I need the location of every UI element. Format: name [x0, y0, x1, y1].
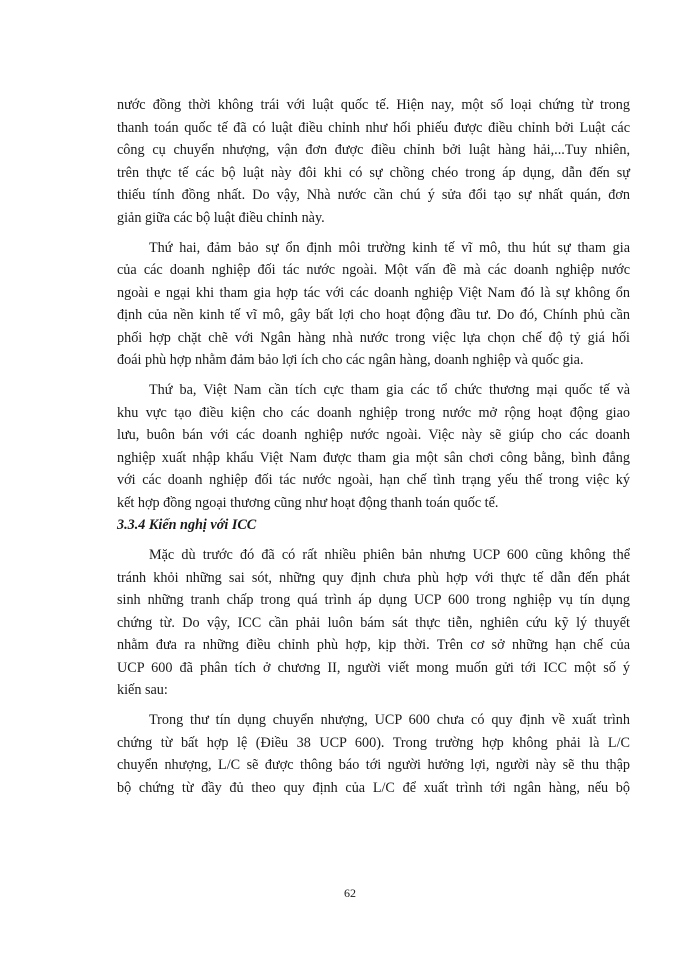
text-line: chuyển nhượng, L/C sẽ được thông báo tới người hưởng lợi, người này sẽ thu thập [117, 757, 630, 773]
paragraph-third-point [117, 379, 630, 514]
text-line: tránh khỏi những sai sót, những quy định chưa phù hợp với thực tế dẫn đến phát [117, 569, 630, 586]
text-line: của các doanh nghiệp đối tác nước ngoài. Một vấn đề mà các doanh nghiệp nước [117, 262, 630, 278]
text-line: lưu, buôn bán với các doanh nghiệp nước ngoài. Việc này sẽ giúp cho các doanh [117, 427, 630, 443]
paragraph-icc-intro [117, 544, 630, 702]
text-line: trên thực tế các bộ luật này đôi khi có sự chồng chéo trong áp dụng, dẫn đến sự [117, 164, 630, 181]
text-line: Mặc dù trước đó đã có rất nhiều phiên bản nhưng UCP 600 cũng không thể [149, 547, 630, 563]
text-line: định của nền kinh tế vĩ mô, gây bất lợi cho hoạt động đầu tư. Do đó, Chính phủ cần [117, 307, 630, 323]
text-line: đoái phù hợp nhằm đảm bảo lợi ích cho các ngân hàng, doanh nghiệp và quốc gia. [117, 352, 584, 368]
text-line: nghiệp xuất nhập khẩu Việt Nam được tham gia một sân chơi công bằng, bình đẳng [117, 449, 630, 466]
text-line: phối hợp chặt chẽ với Ngân hàng nhà nước trong việc lựa chọn chế độ tỷ giá hối [117, 329, 630, 346]
text-line: kiến sau: [117, 682, 168, 698]
text-line: chứng từ. Do vậy, ICC cần phải luôn bám sát thực tiễn, nghiên cứu kỹ lý thuyết [117, 614, 630, 631]
text-line: Thứ ba, Việt Nam cần tích cực tham gia các tổ chức thương mại quốc tế và [149, 382, 630, 398]
text-line: khu vực tạo điều kiện cho các doanh nghiệp trong nước mở rộng hoạt động giao [117, 404, 630, 421]
text-line: nhằm đưa ra những điều chỉnh phù hợp, kịp thời. Trên cơ sở những hạn chế của [117, 637, 630, 653]
text-line: nước đồng thời không trái với luật quốc tế. Hiện nay, một số loại chứng từ trong [117, 97, 630, 113]
text-line: chứng từ bất hợp lệ (Điều 38 UCP 600). Trong trường hợp không phải là L/C [117, 734, 630, 751]
text-line: thiếu tính đồng nhất. Do vậy, Nhà nước cần chú ý sửa đổi tạo sự nhất quán, đơn [117, 187, 630, 203]
page-body [117, 94, 630, 799]
paragraph-second-point [117, 237, 630, 372]
text-line: thanh toán quốc tế đã có luật điều chỉnh như hối phiếu được điều chỉnh bởi Luật các [117, 119, 630, 136]
text-line: UCP 600 đã phân tích ở chương II, người viết mong muốn gửi tới ICC một số ý [117, 659, 630, 676]
text-line: công cụ chuyển nhượng, vận đơn được điều chỉnh bởi luật hàng hải,...Tuy nhiên, [117, 142, 630, 158]
paragraph-continuation [117, 94, 630, 229]
text-line: Trong thư tín dụng chuyển nhượng, UCP 600 chưa có quy định về xuất trình [149, 712, 630, 728]
text-line: kết hợp đồng ngoại thương cũng như hoạt động thanh toán quốc tế. [117, 494, 499, 511]
text-line: Thứ hai, đảm bảo sự ổn định môi trường kinh tế vĩ mô, thu hút sự tham gia [149, 239, 630, 256]
text-line: giản giữa các bộ luật điều chỉnh này. [117, 209, 325, 226]
text-line: với các doanh nghiệp đối tác nước ngoài, hạn chế tình trạng yếu thế trong việc ký [117, 472, 630, 488]
section-heading: 3.3.4 Kiến nghị với ICC [117, 517, 257, 533]
paragraph-transferable-lc [117, 709, 630, 799]
text-line: sinh những tranh chấp trong quá trình áp dụng UCP 600 trong nghiệp vụ tín dụng [117, 592, 630, 608]
text-line: bộ chứng từ đầy đủ theo quy định của L/C để xuất trình tới ngân hàng, nếu bộ [117, 779, 630, 796]
text-line: ngoài e ngại khi tham gia hợp tác với các doanh nghiệp Việt Nam đó là sự không ổn [117, 284, 630, 301]
page-number: 62 [344, 886, 356, 900]
